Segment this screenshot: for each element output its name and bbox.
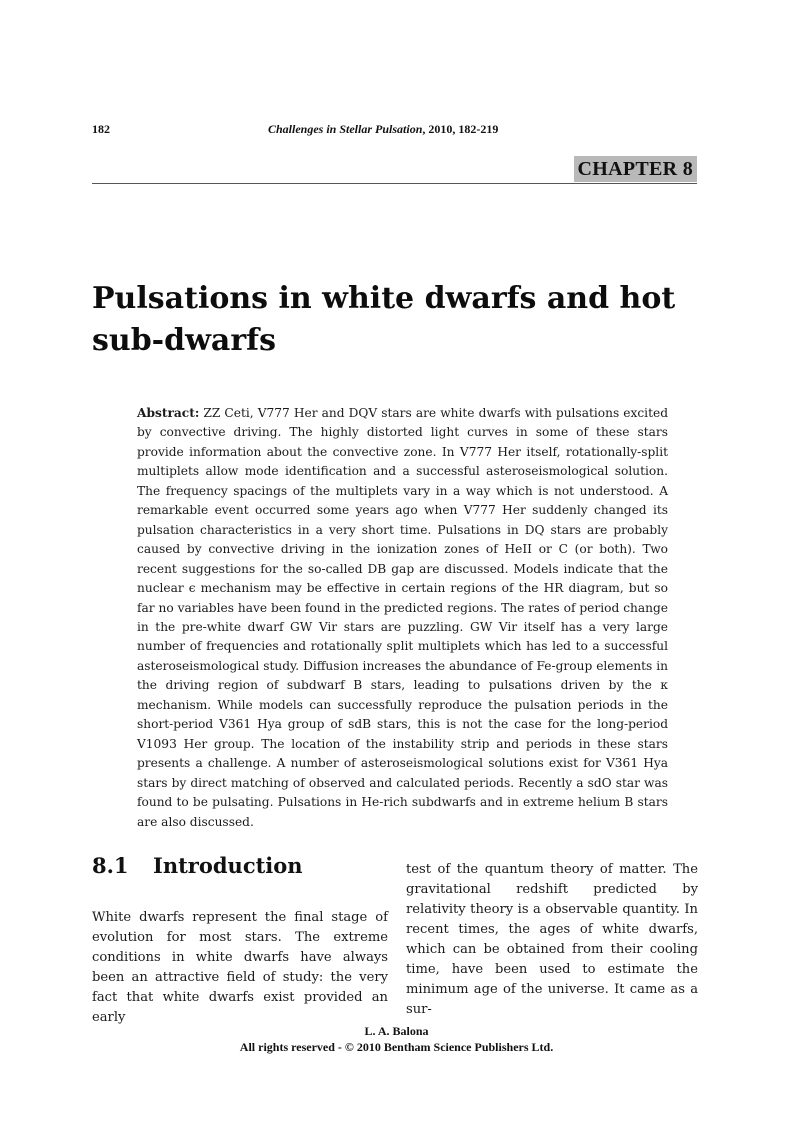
running-header — [268, 122, 498, 137]
chapter-label: CHAPTER 8 — [574, 156, 697, 182]
abstract — [137, 404, 668, 832]
abstract-text: ZZ Ceti, V777 Her and DQV stars are white dwarfs with pulsations excited by convective driving. The highly distorted light curves in some of these stars provide information about the convective zone. In V777 Her itself, rotationally-split multiplets allow mode identification and a successful asteroseismological solution. The frequency spacings of the multiplets vary in a way which is not understood. A remarkable event occurred some years ago when V777 Her suddenly changed its pulsation characteristics in a very short time. Pulsations in DQ stars are probably caused by convective driving in the ionization zones of HeII or C (or both). Two recent suggestions for the so-called DB gap are discussed. Models indicate that the nuclear ϵ mechanism may be effective in certain regions of the HR diagram, but so far no variables have been found in the predicted regions. The rates of period change in the pre-white dwarf GW Vir stars are puzzling. GW Vir itself has a very large number of frequencies and rotationally split multiplets which has led to a successful asteroseismological study. Diffusion increases the abundance of Fe-group elements in the driving region of subdwarf B stars, leading to pulsations driven by the κ mechanism. While models can successfully reproduce the pulsation periods in the short-period V361 Hya group of sdB stars, this is not the case for the long-period V1093 Her group. The location of the instability strip and periods in these stars presents a challenge. A number of asteroseismological solutions exist for V361 Hya stars by direct matching of observed and calculated periods. Recently a sdO star was found to be pulsating. Pulsations in He-rich subdwarfs and in extreme helium B stars are also discussed. — [137, 406, 668, 829]
chapter-title: Pulsations in white dwarfs and hot sub-dwarfs — [92, 281, 676, 358]
copyright-notice: All rights reserved - © 2010 Bentham Science Publishers Ltd. — [239, 1040, 554, 1054]
author: L. A. Balona — [364, 1024, 429, 1038]
journal-issue: , 2010, 182-219 — [422, 122, 499, 136]
section-title: Introduction — [153, 853, 303, 878]
body-column-right: test of the quantum theory of matter. The gravitational redshift predicted by relativity theory is a observable quantity. In recent times, the ages of white dwarfs, which can be obtained from their cooling time, have been used to estimate the minimum age of the universe. It came as a sur- — [406, 862, 698, 1017]
body-column-left: White dwarfs represent the final stage of evolution for most stars. The extreme conditions in white dwarfs have always been an attractive field of study: the very fact that white dwarfs exist provided an early — [92, 910, 388, 1025]
section-number: 8.1 — [92, 853, 129, 878]
abstract-label: Abstract: — [137, 406, 200, 420]
header-rule — [92, 183, 697, 184]
journal-name: Challenges in Stellar Pulsation — [268, 122, 423, 136]
page-number: 182 — [92, 122, 110, 136]
